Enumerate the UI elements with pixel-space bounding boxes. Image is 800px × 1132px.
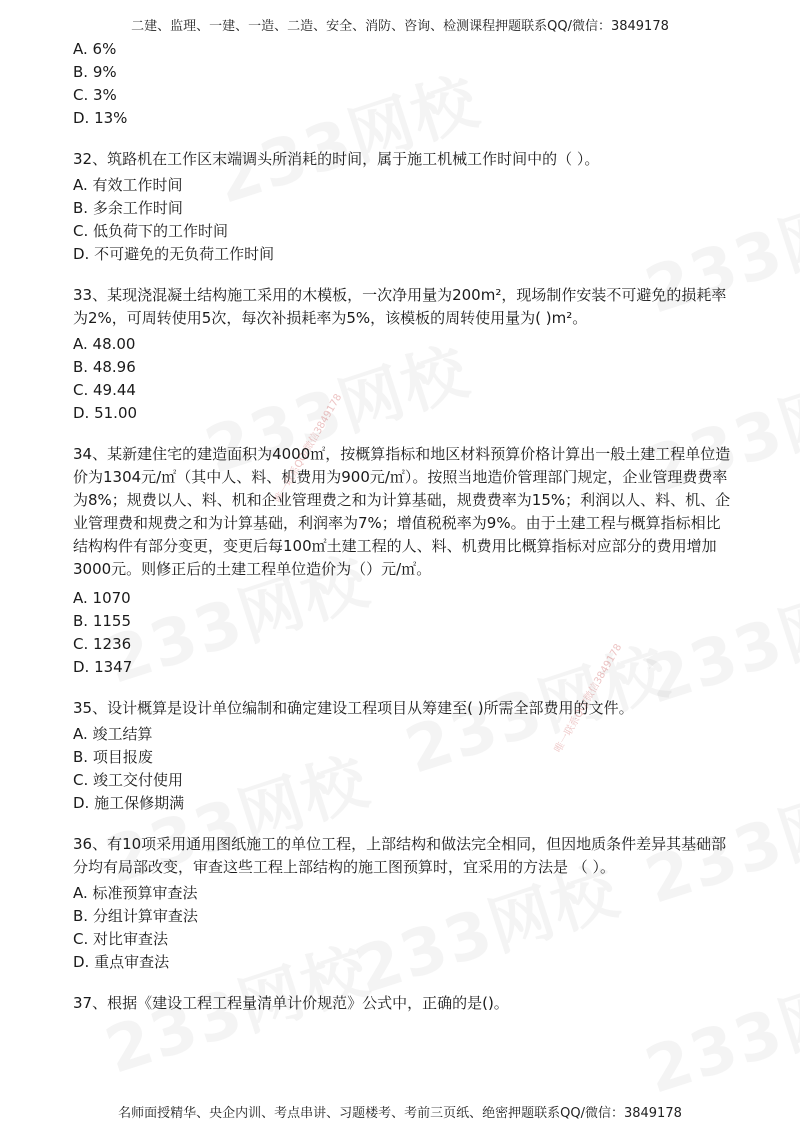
option: D. 1347 xyxy=(73,658,133,676)
option: B. 9% xyxy=(73,63,117,81)
option: A. 有效工作时间 xyxy=(73,176,183,194)
question-35 xyxy=(73,697,733,815)
option: B. 48.96 xyxy=(73,358,136,376)
question-37 xyxy=(73,992,733,1015)
document-body xyxy=(73,38,733,1018)
option: A. 标准预算审查法 xyxy=(73,884,198,902)
watermark-contact: 唯一联系QQ/微信3849178 xyxy=(272,392,345,505)
option: A. 1070 xyxy=(73,589,131,607)
option: C. 3% xyxy=(73,86,117,104)
question-36 xyxy=(73,833,733,974)
option: A. 竣工结算 xyxy=(73,725,153,743)
option: B. 1155 xyxy=(73,612,132,630)
option: A. 48.00 xyxy=(73,335,136,353)
option: C. 对比审查法 xyxy=(73,930,169,948)
page-header: 二建、监理、一建、一造、二造、安全、消防、咨询、检测课程押题联系QQ/微信：3849178 xyxy=(131,19,669,34)
question-text: 33、某现浇混凝土结构施工采用的木模板，一次净用量为200m²，现场制作安装不可避免的损耗率为2%，可周转使用5次，每次补损耗率为5%，该模板的周转使用量为( )m²。 xyxy=(73,286,727,327)
page-footer: 名师面授精华、央企内训、考点串讲、习题楼考、考前三页纸、绝密押题联系QQ/微信：3849178 xyxy=(118,1106,682,1121)
option: C. 低负荷下的工作时间 xyxy=(73,222,229,240)
option: C. 49.44 xyxy=(73,381,136,399)
question-text: 35、设计概算是设计单位编制和确定建设工程项目从筹建至( )所需全部费用的文件。 xyxy=(73,699,634,717)
question-text: 34、某新建住宅的建造面积为4000㎡，按概算指标和地区材料预算价格计算出一般土建工程单位造价为1304元/㎡（其中人、料、机费用为900元/㎡）。按照当地造价管理部门规定，企业管理费费率为8%；规费以人、料、机和企业管理费之和为计算基础，规费费率为15%；利润以人、料、机、企业管理费和规费之和为计算基础，利润率为7%；增值税税率为9%。由于土建工程与概算指标相比结构构件有部分变更，变更后每100㎡土建工程的人、料、机费用比概算指标对应部分的费用增加3000元。则修正后的土建工程单位造价为（）元/㎡。 xyxy=(73,445,731,578)
option: D. 13% xyxy=(73,109,128,127)
option: C. 1236 xyxy=(73,635,132,653)
question-text: 32、筑路机在工作区末端调头所消耗的时间，属于施工机械工作时间中的（ ）。 xyxy=(73,150,600,168)
question-33 xyxy=(73,284,733,425)
option: D. 51.00 xyxy=(73,404,138,422)
option: C. 竣工交付使用 xyxy=(73,771,184,789)
option: D. 重点审查法 xyxy=(73,953,170,971)
option: B. 多余工作时间 xyxy=(73,199,183,217)
option: A. 6% xyxy=(73,40,117,58)
option: B. 分组计算审查法 xyxy=(73,907,198,925)
previous-question-options xyxy=(73,38,733,130)
option: D. 施工保修期满 xyxy=(73,794,185,812)
question-32 xyxy=(73,148,733,266)
option: B. 项目报废 xyxy=(73,748,153,766)
watermark-contact: 唯一联系QQ/微信3849178 xyxy=(552,642,625,755)
option: D. 不可避免的无负荷工作时间 xyxy=(73,245,275,263)
question-34 xyxy=(73,443,733,679)
question-text: 37、根据《建设工程工程量清单计价规范》公式中，正确的是()。 xyxy=(73,994,509,1012)
question-text: 36、有10项采用通用图纸施工的单位工程，上部结构和做法完全相同，但因地质条件差异其基础部分均有局部改变，审查这些工程上部结构的施工图预算时，宜采用的方法是 （ ）。 xyxy=(73,835,727,876)
